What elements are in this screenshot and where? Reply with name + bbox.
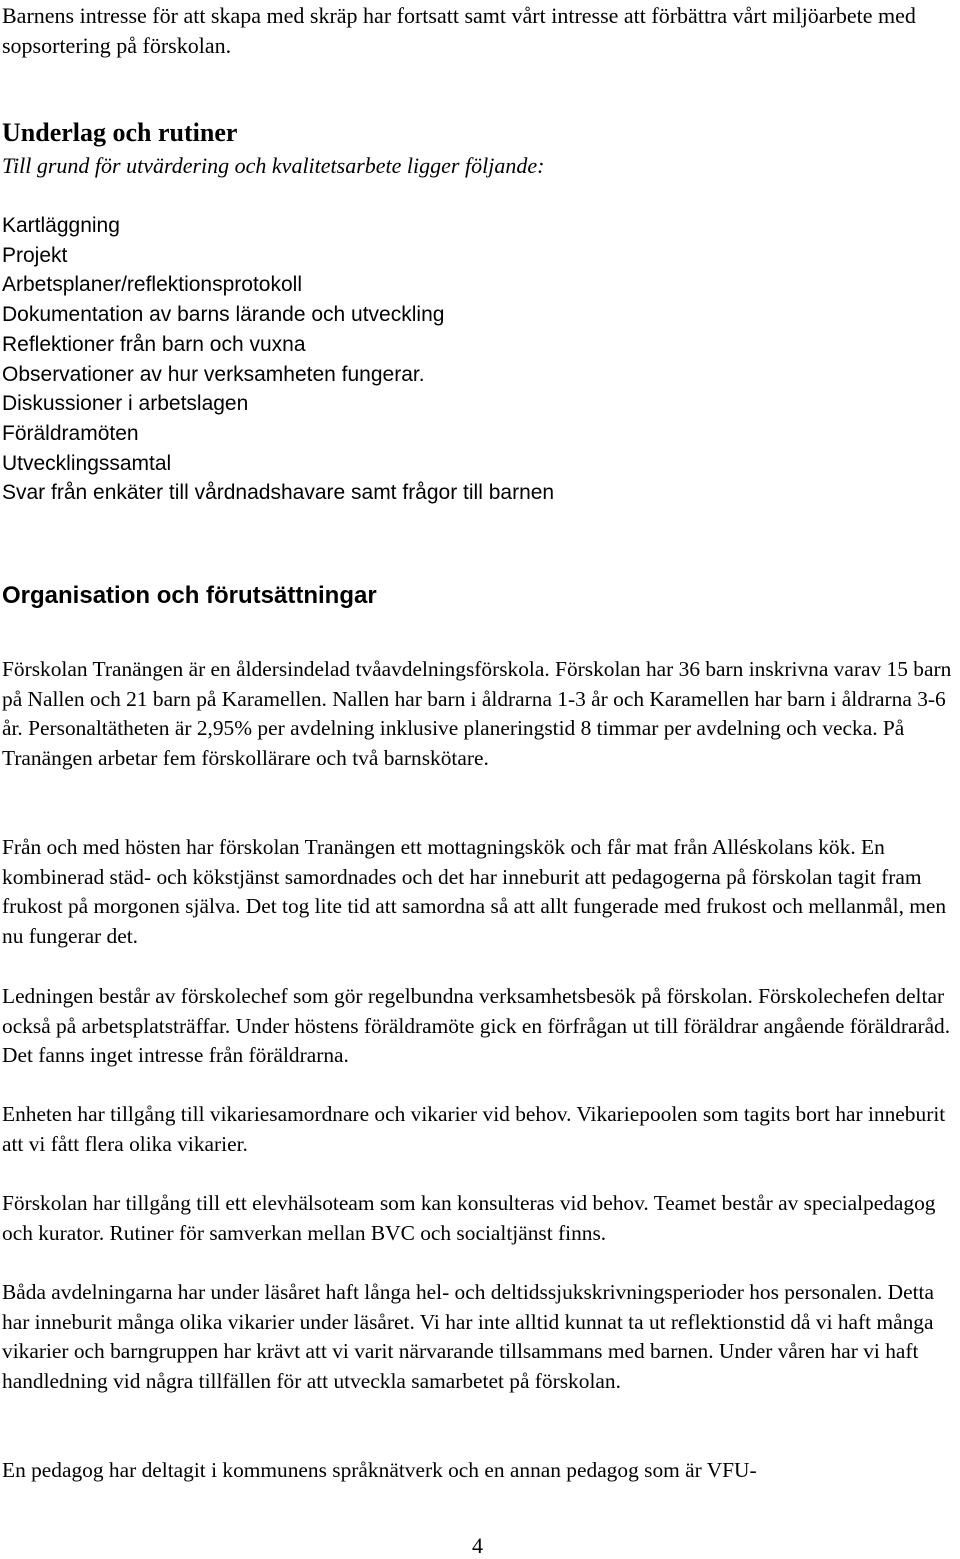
section-heading-underlag: Underlag och rutiner	[2, 118, 238, 147]
body-paragraph: Från och med hösten har förskolan Tranängen ett mottagningskök och får mat från Alléskolans kök. En kombinerad städ- och kökstjänst samordnades och det har inneburit att pedagogerna på förskolan tagit fram frukost på morgonen själva. Det tog lite tid att samordna så att allt fungerade med frukost och mellanmål, men nu fungerar det.	[2, 835, 947, 949]
section-subheading-underlag: Till grund för utvärdering och kvalitetsarbete ligger följande:	[2, 153, 545, 178]
list-item: Arbetsplaner/reflektionsprotokoll	[2, 273, 302, 297]
body-paragraph: Förskolan Tranängen är en åldersindelad tvåavdelningsförskola. Förskolan har 36 barn inskrivna varav 15 barn på Nallen och 21 barn på Karamellen. Nallen har barn i åldrarna 1-3 år och Karamellen har barn i åldrarna 3-6 år. Personaltätheten är 2,95% per avdelning inklusive planeringstid 8 timmar per avdelning och vecka. På Tranängen arbetar fem förskollärare och två barnskötare.	[2, 657, 952, 771]
list-item: Utvecklingssamtal	[2, 451, 172, 475]
list-item: Diskussioner i arbetslagen	[2, 392, 249, 416]
body-paragraph: En pedagog har deltagit i kommunens språknätverk och en annan pedagog som är VFU-	[2, 1458, 757, 1482]
body-paragraph: Förskolan har tillgång till ett elevhälsoteam som kan konsulteras vid behov. Teamet består av specialpedagog och kurator. Rutiner för samverkan mellan BVC och socialtjänst finns.	[2, 1191, 936, 1245]
list-item: Föräldramöten	[2, 421, 139, 445]
body-paragraph: Enheten har tillgång till vikariesamordnare och vikarier vid behov. Vikariepoolen som tagits bort har inneburit att vi fått flera olika vikarier.	[2, 1102, 946, 1156]
section-heading-organisation: Organisation och förutsättningar	[2, 582, 377, 609]
list-item: Observationer av hur verksamheten fungerar.	[2, 362, 425, 386]
body-paragraph: Ledningen består av förskolechef som gör regelbundna verksamhetsbesök på förskolan. Förskolechefen deltar också på arbetsplatsträffar. Under höstens föräldramöte gick en förfrågan ut till föräldrar angående föräldraråd. Det fanns inget intresse från föräldrarna.	[2, 984, 951, 1068]
list-item: Projekt	[2, 243, 68, 267]
page-number: 4	[472, 1533, 483, 1558]
list-item: Reflektioner från barn och vuxna	[2, 332, 306, 356]
basis-list	[2, 211, 554, 508]
list-item: Dokumentation av barns lärande och utveckling	[2, 303, 445, 327]
body-paragraph: Båda avdelningarna har under läsåret haft långa hel- och deltidssjukskrivningsperioder hos personalen. Detta har inneburit många olika vikarier under läsåret. Vi har inte alltid kunnat ta ut reflektionstid då vi haft många vikarier och barngruppen har krävt att vi varit närvarande tillsammans med barnen. Under våren har vi haft handledning vid några tillfällen för att utveckla samarbetet på förskolan.	[2, 1280, 934, 1394]
list-item: Svar från enkäter till vårdnadshavare samt frågor till barnen	[2, 481, 555, 505]
intro-paragraph: Barnens intresse för att skapa med skräp har fortsatt samt vårt intresse att förbättra vårt miljöarbete med sopsortering på förskolan.	[2, 3, 916, 58]
list-item: Kartläggning	[2, 214, 120, 237]
